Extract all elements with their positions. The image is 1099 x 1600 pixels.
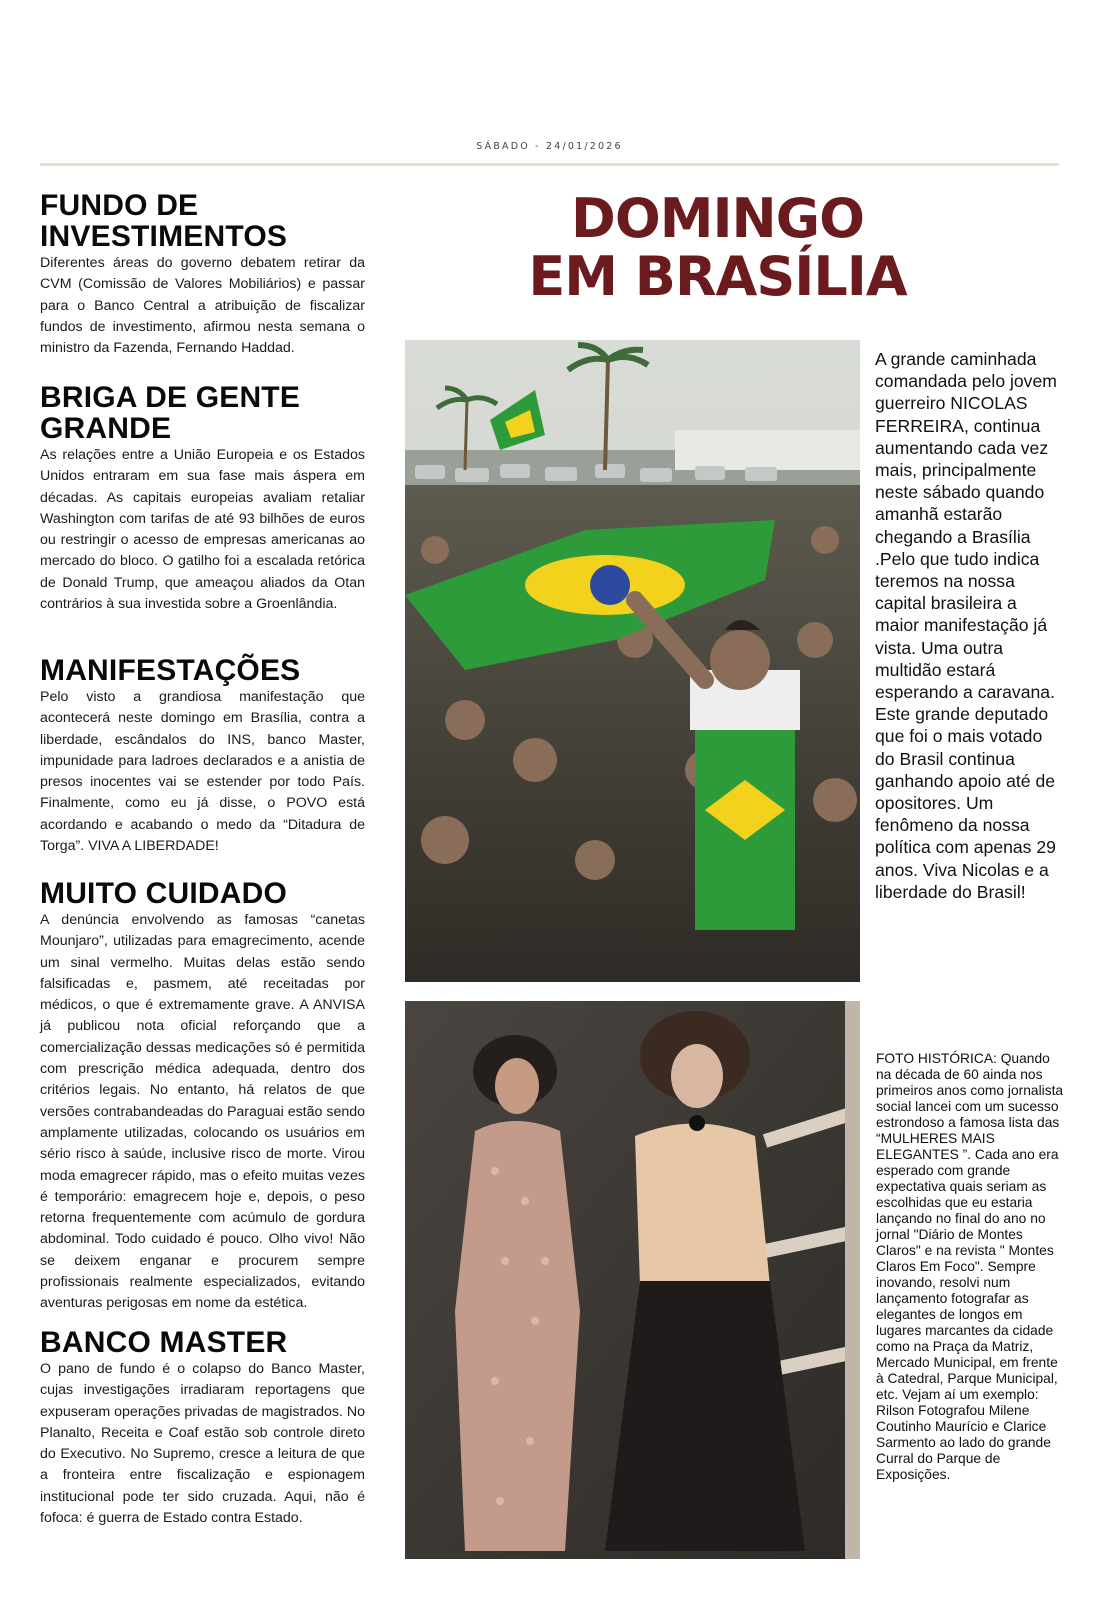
article-body: As relações entre a União Europeia e os Estados Unidos entraram em sua fase mais áspera em décadas. As capitais europeias avaliam retaliar Washington com tarifas de até 93 bilhões de euros ou restringir o acesso de empresas americanas ao mercado do bloco. O gatilho foi a escalada retórica de Donald Trump, que ameaçou aliados da Otan contrários à sua investida sobre a Groenlândia. — [40, 447, 365, 613]
main-headline — [520, 187, 915, 308]
article-body: O pano de fundo é o colapso do Banco Master, cujas investigações irradiaram reportagens que expuseram operações privadas de magistrados. No Planalto, Receita e Coaf estão sob controle direto do Executivo. No Supremo, cresce a leitura de que a fronteira entre fiscalização e espionagem institucional pode ter sido cruzada. Aqui, não é fofoca: é guerra de Estado contra Estado. — [40, 1361, 365, 1527]
article-title: MANIFESTAÇÕES — [40, 654, 301, 687]
article-body: Pelo visto a grandiosa manifestação que acontecerá neste domingo em Brasília, contra a liberdade, escândalos do INS, banco Master, impunidade para ladroes declarados e a anistia de presos inocentes vai se estender por todo País. Finalmente, como eu já disse, o POVO está acordando e acabando o medo da “Ditadura de Torga”. VIVA A LIBERDADE! — [40, 689, 365, 855]
historical-photo-illustration — [405, 1001, 860, 1559]
headline-line-1: DOMINGO — [571, 187, 864, 250]
article-briga-gente-grande — [40, 382, 365, 615]
article-body: Diferentes áreas do governo debatem retirar da CVM (Comissão de Valores Mobiliários) e passar para o Banco Central a atribuição de fiscalizar fundos de investimento, afirmou nesta semana o ministro da Fazenda, Fernando Haddad. — [40, 255, 365, 357]
article-title: FUNDO DE INVESTIMENTOS — [40, 189, 288, 253]
header-divider — [40, 163, 1059, 166]
article-title: MUITO CUIDADO — [40, 877, 288, 910]
crowd-photo-illustration — [405, 340, 860, 982]
article-muito-cuidado — [40, 878, 365, 1315]
article-fundo-investimentos — [40, 190, 365, 359]
historical-photo — [405, 1001, 860, 1559]
article-title: BRIGA DE GENTE GRANDE — [40, 381, 301, 445]
lead-story-text: A grande caminhada comandada pelo jovem guerreiro NICOLAS FERREIRA, continua aumentando cada vez mais, principalmente neste sábado quando amanhã estarão chegando a Brasília .Pelo que tudo indica teremos na nossa capital brasileira a maior manifestação já vista. Uma outra multidão estará esperando a caravana. Este grande deputado que foi o mais votado do Brasil continua ganhando apoio até de opositores. Um fenômeno da nossa política com apenas 29 anos. Viva Nicolas e a liberdade do Brasil! — [875, 349, 1057, 902]
headline-line-2: EM BRASÍLIA — [528, 245, 907, 308]
article-body: A denúncia envolvendo as famosas “canetas Mounjaro”, utilizadas para emagrecimento, acende um sinal vermelho. Muitas delas estão sendo falsificadas e, pasmem, até receitadas por médicos, o que é extremamente grave. A ANVISA já publicou nota oficial reforçando que a comercialização dessas medicações só é permitida com prescrição médica adequada, dentro dos critérios legais. No entanto, há relatos de que versões contrabandeadas do Paraguai estão sendo amplamente utilizadas, colocando os usuários em sério risco à saúde, inclusive risco de morte. Virou moda emagrecer rápido, mas o efeito muitas vezes é temporário: emagrecem hoje e, depois, o peso retorna frequentemente com acúmulo de gordura abdominal. Todo cuidado é pouco. Olho vivo! Não se deixem enganar e procurem sempre profissionais realmente especializados, evitando aventuras perigosas em nome da estética. — [40, 912, 365, 1312]
article-title: BANCO MASTER — [40, 1326, 288, 1359]
photo-caption: FOTO HISTÓRICA: Quando na década de 60 ainda nos primeiros anos como jornalista social lancei com um sucesso estrondoso a famosa lista das “MULHERES MAIS ELEGANTES ”. Cada ano era esperado com grande expectativa quais seriam as escolhidas que eu estaria lançando no final do ano no jornal "Diário de Montes Claros" e na revista " Montes Claros Em Foco". Sempre inovando, resolvi num lançamento fotografar as elegantes de longos em lugares marcantes da cidade como na Praça da Matriz, Mercado Municipal, em frente à Catedral, Parque Municipal, etc. Vejam aí um exemplo: Rilson Fotografou Milene Coutinho Maurício e Clarice Sarmento ao lado do grande Curral do Parque de Exposições. — [876, 1051, 1064, 1482]
dateline: SÁBADO - 24/01/2026 — [476, 141, 623, 152]
crowd-photo — [405, 340, 860, 982]
article-banco-master — [40, 1327, 365, 1529]
article-manifestacoes — [40, 655, 365, 857]
